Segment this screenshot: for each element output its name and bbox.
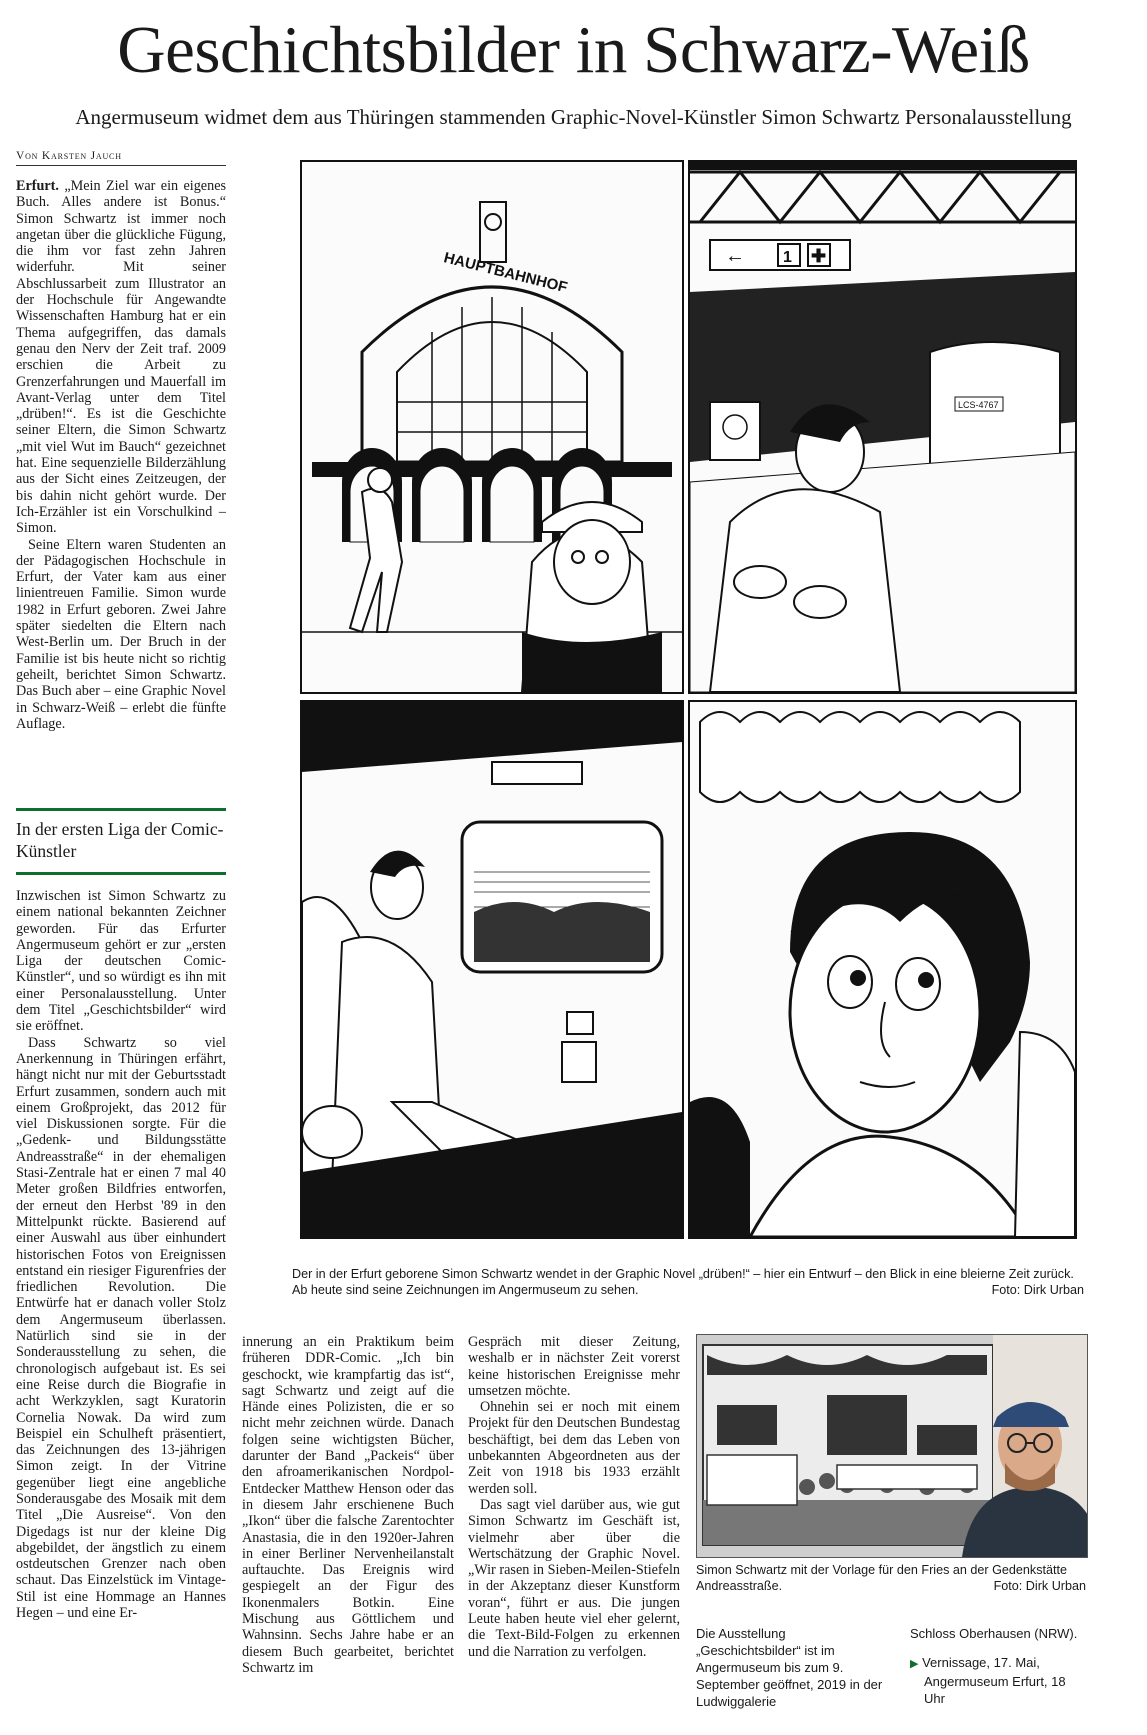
paragraph: Seine Eltern waren Studenten an der Pädagogischen Hochschule in Erfurt, der Vater kam aus einer linientreuen Familie. Simon wurde 1982 in Erfurt geboren. Zwei Jahre später siedelten die Eltern nach West-Berlin um. Der Bruch in der Familie ist bis heute nicht so richtig geheilt, berichtet Simon Schwartz. Das Buch aber – eine Graphic Novel in Schwarz-Weiß – erlebt die fünfte Auflage. bbox=[16, 536, 226, 732]
station-sign: HAUPTBAHNHOF bbox=[442, 249, 570, 297]
article-column-1-top bbox=[16, 178, 226, 732]
article-column-2 bbox=[242, 1334, 454, 1676]
byline: Von Karsten Jauch bbox=[16, 150, 226, 166]
comic-panel-platform bbox=[688, 160, 1077, 694]
exhibition-info bbox=[696, 1625, 886, 1710]
caption-text: Der in der Erfurt geborene Simon Schwartz wendet in der Graphic Novel „drüben!“ – hier ein Entwurf – den Blick in eine bleierne Zeit zurück. Ab heute sind seine Zeichnungen im Angermuseum zu sehen. bbox=[292, 1267, 1074, 1297]
platform-drawing bbox=[690, 162, 1075, 692]
station-drawing bbox=[302, 162, 682, 692]
lead-text: „Mein Ziel war ein eigenes Buch. Alles andere ist Bonus.“ Simon Schwartz ist immer noch angetan über die glückliche Fügung, die ihm vor fast zehn Jahren widerfuhr. Mit seiner Abschlussarbeit zum Illustrator an der Hochschule für Angewandte Wissenschaften Hamburg hat er ein Thema aufgegriffen, das damals genau den Nerv der Zeit traf. 2009 erschien die Arbeit zu Grenzerfahrungen und Mauerfall im Avant-Verlag unter dem Titel „drüben!“. Es ist die Geschichte seiner Eltern, die Simon Schwartz „mit viel Wut im Bauch“ gezeichnet hat. Eine sequenzielle Bilderzählung aus der Sicht eines Zeitzeugen, der bis dahin nicht gehört wurde. Der Ich-Erzähler ist ein Vorschulkind – Simon. bbox=[16, 178, 227, 537]
crosshead-rule-bottom bbox=[16, 872, 226, 875]
paragraph: Gespräch mit dieser Zeitung, weshalb er in nächster Zeit vorerst keine historischen Ereignisse mehr umsetzen möchte. bbox=[468, 1334, 680, 1399]
exhibition-info-text: Die Ausstellung „Geschichtsbilder“ ist im Angermuseum bis zum 9. September geöffnet, 2019 in der Ludwiggalerie bbox=[696, 1626, 883, 1709]
comic-panel-train-interior bbox=[300, 700, 684, 1239]
triangle-right-icon: ▶ bbox=[910, 1658, 919, 1670]
photo-credit: Foto: Dirk Urban bbox=[993, 1579, 1086, 1593]
photo-credit: Foto: Dirk Urban bbox=[991, 1283, 1084, 1297]
portrait-drawing bbox=[690, 702, 1075, 1237]
vernissage-line-1: Vernissage, 17. Mai, bbox=[922, 1655, 1040, 1670]
subheadline: Angermuseum widmet dem aus Thüringen stammenden Graphic-Novel-Künstler Simon Schwartz Personalausstellung bbox=[75, 105, 1072, 129]
train-number: LCS-4767 bbox=[958, 400, 999, 410]
paragraph: Das sagt viel darüber aus, wie gut Simon Schwartz im Geschäft ist, vielmehr aber über die Wertschätzung der Graphic Novel. „Wir rasen in Sieben-Meilen-Stiefeln in der Akzeptanz dieser Kunstform voran“, führt er aus. Die jungen Leute haben heute viel eher gelernt, die Text-Bild-Folgen zu erkennen und die Narration zu verfolgen. bbox=[468, 1496, 680, 1660]
photo-caption-text: Simon Schwartz mit der Vorlage für den Fries an der Gedenkstätte Andreasstraße. bbox=[696, 1563, 1067, 1593]
article-column-1-bottom bbox=[16, 888, 226, 1621]
paragraph: innerung an ein Praktikum beim früheren DDR-Comic. „Ich bin geschockt, wie krampfartig das ist“, sagt Schwartz und zeigt auf die Hände eines Polizisten, die er so nicht mehr zeichnen würde. Danach folgen seine wichtigsten Bücher, darunter der Band „Packeis“ über den afroamerikanischen Nordpol-Entdecker Matthew Henson oder das in diesem Jahr erschienene Buch „Ikon“ über die falsche Zarentochter Anastasia, die in den 1920er-Jahren in einer Berliner Nervenheilanstalt auftauchte. Das Ereignis wird gespiegelt an der Figur des Ikonenmalers Botkin. Eine Mischung aus Göttlichem und Wahnsinn. Sechs Jahre habe er an diesem Buch gearbeitet, berichtet Schwartz im bbox=[242, 1334, 454, 1676]
article-column-3 bbox=[468, 1334, 680, 1660]
vernissage-line-2: Angermuseum Erfurt, 18 Uhr bbox=[924, 1674, 1066, 1706]
dateline: Erfurt. bbox=[16, 178, 59, 194]
paragraph: Dass Schwartz so viel Anerkennung in Thüringen erfährt, hängt nicht nur mit der Geburtsstadt Erfurt zusammen, sondern auch mit einem Großprojekt, das 2012 für viel Diskussionen sorgte. Für die „Gedenk- und Bildungsstätte Andreasstraße“ in der ehemaligen Stasi-Zentrale hat er einen 7 mal 40 Meter großen Bildfries entworfen, der erneut den Herbst '89 in den Mittelpunkt rückte. Basierend auf einer Auswahl aus über einhundert historischen Fotos von Ereignissen entstand ein riesiger Figurenfries der friedlichen Revolution. Die Entwürfe hat er danach voller Stolz dem Angermuseum überlassen. Natürlich sind sie in der Sonderausstellung zu sehen, die chronologisch aufgebaut ist. Es sei eine Reise durch die Biografie in acht Werkzyklen, sagt Kuratorin Cornelia Nowak. Da wird zum Beispiel ein Schulheft präsentiert, das Zeichnungen des 13-jährigen Simon zeigt. In der Vitrine gegenüber liegt eine angebliche Sonderausgabe des Mosaik mit dem Titel „Die Ausreise“. Von den Digedags ist nur der kleine Dig abgebildet, der ängstlich zu einem ostdeutschen Grenzer nach oben schaut. Das Einzelstück im Vintage-Stil ist eine Hommage an Hannes Hegen – und eine Er- bbox=[16, 1034, 226, 1622]
comic-artwork bbox=[290, 148, 1090, 1248]
paragraph: Ohnehin sei er noch mit einem Projekt für den Deutschen Bundestag beschäftigt, bei dem das Leben von unbekannten Abgeordneten aus der Zeit von 1918 bis 1933 erzählt werden soll. bbox=[468, 1399, 680, 1497]
crosshead-rule-top bbox=[16, 808, 226, 811]
photo-caption bbox=[696, 1562, 1086, 1594]
photo-image bbox=[697, 1335, 1087, 1557]
speech-bubble bbox=[700, 712, 1020, 802]
paragraph: Inzwischen ist Simon Schwartz zu einem national bekannten Zeichner geworden. Für das Erfurter Angermuseum gehört er zur „ersten Liga der deutschen Comic-Künstler“, und so würdigt es ihn mit einer Personalausstellung. Unter dem Titel „Geschichtsbilder“ wird sie eröffnet. bbox=[16, 888, 226, 1035]
interior-drawing bbox=[302, 702, 682, 1237]
artwork-caption bbox=[292, 1266, 1084, 1298]
exhibition-info-2 bbox=[910, 1625, 1090, 1707]
arrow-left-icon: ← bbox=[725, 245, 745, 267]
comic-panel-station bbox=[300, 160, 684, 694]
platform-number: 1 bbox=[783, 249, 792, 266]
crosshead: In der ersten Liga der Comic-Künstler bbox=[16, 819, 224, 861]
lead-paragraph bbox=[16, 178, 226, 537]
comic-panel-portrait bbox=[688, 700, 1077, 1239]
exhibition-location: Schloss Oberhausen (NRW). bbox=[910, 1626, 1078, 1641]
headline: Geschichtsbilder in Schwarz-Weiß bbox=[117, 13, 1030, 87]
vernissage bbox=[910, 1654, 1090, 1673]
first-aid-icon: ✚ bbox=[811, 246, 827, 266]
artist-photo bbox=[696, 1334, 1088, 1558]
